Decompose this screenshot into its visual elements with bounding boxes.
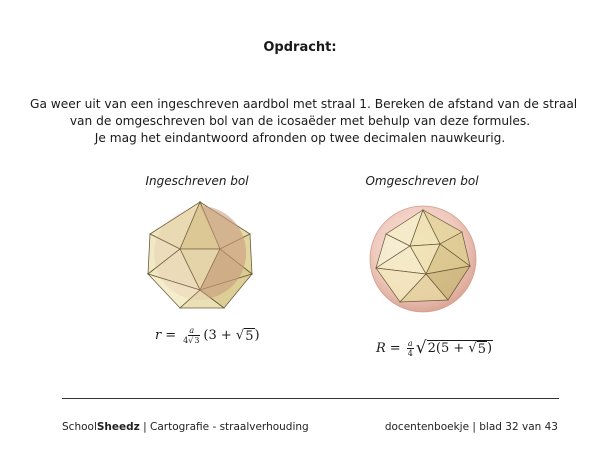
sqrt-symbol: √ [235,328,245,343]
formula-eq: = [389,340,401,356]
footer-left [62,421,309,433]
instruction-line-1: Ga weer uit van een ingeschreven aardbol met straal 1. Bereken de afstand van de straal [30,97,578,111]
brand-bold: Sheedz [96,421,140,433]
sqrt-symbol: √ [415,338,427,358]
formula-eq: = [165,328,177,343]
inner-sqrt-value: 5 [477,341,486,357]
instruction-line-2: van de omgeschreven bol van de icosaëder met behulp van deze formules. [69,114,531,128]
fraction-numerator: a [189,326,195,335]
circumscribed-sphere-figure [368,204,478,314]
formula-inscribed [155,326,260,345]
outer-sqrt-content [427,340,493,357]
footer-page-info: docentenboekje | blad 32 van 43 [384,421,558,433]
brand-light: School [62,421,97,433]
footer-subject: | Cartografie - straalverhouding [139,421,309,433]
fraction-numerator: a [407,338,413,348]
fraction [407,339,414,358]
fraction-denominator: 4√3 [183,336,200,345]
formula-circumscribed [376,338,493,358]
formula-rest-open: (3 + [203,328,236,343]
caption-inscribed: Ingeschreven bol [145,174,249,188]
page-title: Opdracht: [263,40,337,55]
sqrt-value: 5 [245,328,254,344]
inscribed-sphere-figure [140,194,260,314]
den-coefficient: 4 [183,336,189,345]
fraction-denominator: 4 [407,348,413,358]
inscribed-sphere [154,208,246,300]
fraction [182,326,201,345]
footer-divider [62,398,559,399]
inner-sqrt-symbol: √ [468,341,477,356]
formula-lhs: R [376,340,386,356]
instruction-line-3: Je mag het eindantwoord afronden op twee decimalen nauwkeurig. [94,131,506,145]
formula-lhs: r [155,328,162,343]
formula-rest-close: ) [254,328,260,343]
den-sqrt-value: 3 [194,336,200,345]
inner-open: 2(5 + [427,341,469,356]
inner-close: ) [487,341,493,356]
caption-circumscribed: Omgeschreven bol [365,174,479,188]
instructions [30,96,578,147]
